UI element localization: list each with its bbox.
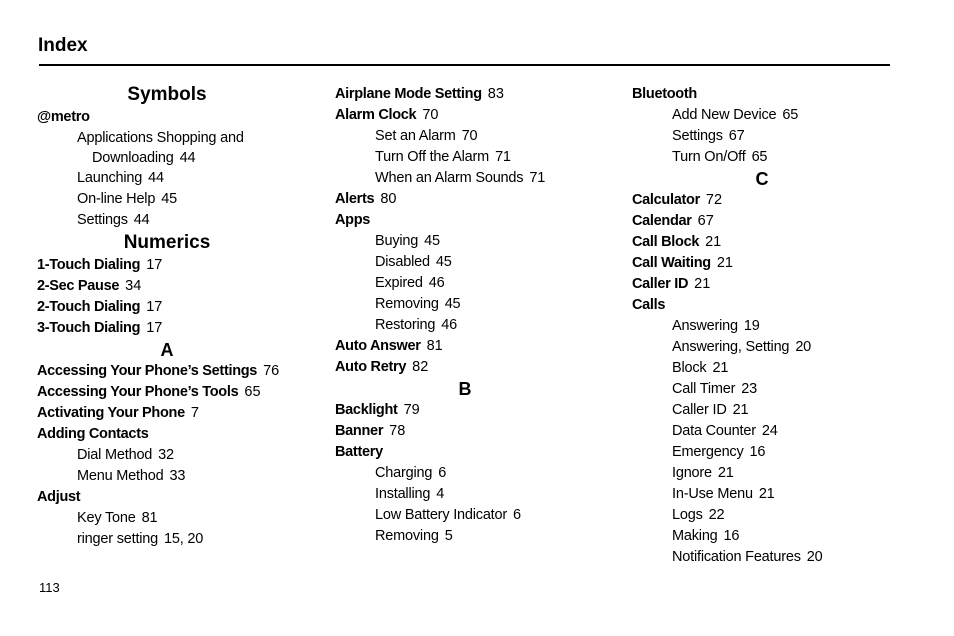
entry-term: Adjust: [37, 489, 81, 505]
entry-term: Alarm Clock: [335, 107, 417, 123]
index-entry-calendar: [632, 211, 922, 232]
page-ref: 20: [795, 339, 812, 355]
index-subentry-turn-on-off: [632, 147, 922, 168]
title-rule: [39, 64, 890, 66]
index-entry-2-sec-pause: [37, 276, 327, 297]
page-ref: 17: [146, 320, 163, 336]
index-subentry-installing: [335, 484, 625, 505]
entry-term: Low Battery Indicator: [375, 507, 508, 523]
index-subentry-making: [632, 526, 922, 547]
page-ref: 7: [190, 405, 199, 421]
page-ref: 6: [438, 465, 447, 481]
page-ref: 78: [389, 423, 406, 439]
index-entry-1-touch-dialing: [37, 255, 327, 276]
entry-term: Call Block: [632, 234, 700, 250]
index-subentry-block: [632, 358, 922, 379]
entry-term-continued: Downloading: [92, 150, 174, 166]
index-subentry-charging: [335, 463, 625, 484]
entry-term: Data Counter: [672, 423, 756, 439]
page-ref: 24: [761, 423, 778, 439]
section-header-b: B: [458, 379, 472, 399]
page-ref: 71: [495, 149, 511, 165]
entry-term: Auto Answer: [335, 338, 421, 354]
entry-term: Banner: [335, 423, 384, 439]
entry-term: Turn On/Off: [672, 149, 746, 165]
entry-term: Calls: [632, 297, 666, 313]
entry-term: When an Alarm Sounds: [375, 170, 524, 186]
index-subentry-notification-features: [632, 547, 922, 568]
entry-term: Backlight: [335, 402, 398, 418]
index-entry-calls: [632, 295, 922, 316]
index-column-1: [37, 84, 327, 550]
entry-term: Making: [672, 528, 718, 544]
entry-term: Restoring: [375, 317, 436, 333]
index-entry-bluetooth: [632, 84, 922, 105]
section-header-c: C: [755, 169, 769, 189]
index-entry-battery: [335, 442, 625, 463]
section-header-a: A: [160, 340, 174, 360]
index-entry-caller-id: [632, 274, 922, 295]
entry-term: Airplane Mode Setting: [335, 86, 482, 102]
entry-term: Applications Shopping and: [77, 130, 244, 146]
entry-term: Launching: [77, 170, 143, 186]
index-subentry-call-timer: [632, 379, 922, 400]
page-ref: 23: [741, 381, 757, 397]
page-ref: 20: [806, 549, 823, 565]
entry-term: Caller ID: [672, 402, 727, 418]
entry-term: Answering: [672, 318, 738, 334]
entry-term: On-line Help: [77, 191, 156, 207]
entry-term: Emergency: [672, 444, 744, 460]
page-ref: 83: [487, 86, 504, 102]
page-ref: 5: [444, 528, 453, 544]
index-subentry-low-battery: [335, 505, 625, 526]
page-ref: 67: [728, 128, 745, 144]
index-entry-calculator: [632, 190, 922, 211]
page-ref: 81: [141, 510, 158, 526]
page-ref: 4: [436, 486, 445, 502]
entry-term: Add New Device: [672, 107, 777, 123]
index-entry-activating-phone: [37, 403, 327, 424]
page-ref: 80: [380, 191, 397, 207]
page-ref: 6: [513, 507, 521, 523]
index-subentry-answering: [632, 316, 922, 337]
entry-term: Calculator: [632, 192, 700, 208]
entry-term: 3-Touch Dialing: [37, 320, 141, 336]
entry-term: @metro: [37, 109, 90, 125]
index-entry-2-touch-dialing: [37, 297, 327, 318]
index-subentry-applications-shopping: [37, 128, 327, 168]
index-subentry-ringer-setting: [37, 529, 327, 550]
entry-term: ringer setting: [77, 531, 159, 547]
index-subentry-key-tone: [37, 508, 327, 529]
index-subentry-add-new-device: [632, 105, 922, 126]
entry-term: Answering, Setting: [672, 339, 790, 355]
page-ref: 76: [263, 363, 280, 379]
page-ref: 72: [705, 192, 723, 208]
entry-term: 1-Touch Dialing: [37, 257, 141, 273]
index-subentry-launching: [37, 168, 327, 189]
page-ref: 46: [441, 317, 457, 333]
page-ref: 44: [148, 170, 164, 186]
page-ref: 65: [782, 107, 799, 123]
index-subentry-buying: [335, 231, 625, 252]
index-entry-airplane-mode: [335, 84, 625, 105]
page-ref: 21: [716, 255, 733, 271]
index-subentry-removing-app: [335, 294, 625, 315]
page-ref: 21: [717, 465, 734, 481]
entry-term: Apps: [335, 212, 371, 228]
entry-term: Installing: [375, 486, 431, 502]
index-subentry-answering-setting: [632, 337, 922, 358]
entry-term: Bluetooth: [632, 86, 697, 102]
page-ref: 22: [708, 507, 725, 523]
index-entry-auto-retry: [335, 357, 625, 378]
page-ref: 16: [749, 444, 766, 460]
entry-term: 2-Touch Dialing: [37, 299, 141, 315]
page-ref: 44: [133, 212, 150, 228]
page-ref: 46: [428, 275, 445, 291]
page-ref: 17: [146, 257, 163, 273]
page-ref: 21: [705, 234, 722, 250]
index-entry-alerts: [335, 189, 625, 210]
index-entry-metro: [37, 107, 327, 128]
entry-term: Turn Off the Alarm: [375, 149, 490, 165]
entry-term: Alerts: [335, 191, 375, 207]
entry-term: 2-Sec Pause: [37, 278, 120, 294]
index-subentry-alarm-sounds: [335, 168, 625, 189]
entry-term: Settings: [77, 212, 128, 228]
entry-term: Key Tone: [77, 510, 136, 526]
index-entry-call-waiting: [632, 253, 922, 274]
page-ref: 79: [403, 402, 420, 418]
index-subentry-online-help: [37, 189, 327, 210]
index-entry-accessing-settings: [37, 361, 327, 382]
index-subentry-logs: [632, 505, 922, 526]
page-ref: 21: [712, 360, 729, 376]
entry-term: Expired: [375, 275, 423, 291]
page-ref: 21: [732, 402, 749, 418]
page-ref: 33: [169, 468, 186, 484]
page-ref: 44: [179, 150, 196, 166]
page-ref: 65: [751, 149, 768, 165]
index-subentry-dial-method: [37, 445, 327, 466]
page-ref: 65: [244, 384, 261, 400]
section-header-symbols: Symbols: [127, 84, 207, 105]
index-entry-alarm-clock: [335, 105, 625, 126]
page-ref: 21: [694, 276, 711, 292]
index-subentry-bt-settings: [632, 126, 922, 147]
index-subentry-calls-caller-id: [632, 400, 922, 421]
section-header-numerics: Numerics: [123, 232, 211, 253]
index-entry-backlight: [335, 400, 625, 421]
page-ref: 45: [435, 254, 452, 270]
index-entry-adding-contacts: [37, 424, 327, 445]
page-ref: 21: [758, 486, 775, 502]
index-subentry-menu-method: [37, 466, 327, 487]
index-subentry-in-use-menu: [632, 484, 922, 505]
entry-term: In-Use Menu: [672, 486, 753, 502]
entry-term: Ignore: [672, 465, 712, 481]
page-ref: 67: [697, 213, 714, 229]
index-column-3: [632, 84, 922, 568]
entry-term: Removing: [375, 528, 439, 544]
page-ref: 34: [125, 278, 142, 294]
page-ref: 82: [412, 359, 429, 375]
entry-term: Logs: [672, 507, 703, 523]
index-column-2: [335, 84, 625, 547]
entry-term: Menu Method: [77, 468, 164, 484]
index-subentry-expired: [335, 273, 625, 294]
entry-term: Accessing Your Phone’s Settings: [37, 363, 258, 379]
entry-term: Adding Contacts: [37, 426, 149, 442]
entry-term: Settings: [672, 128, 723, 144]
entry-term: Block: [672, 360, 707, 376]
entry-term: Accessing Your Phone’s Tools: [37, 384, 239, 400]
index-subentry-turn-off-alarm: [335, 147, 625, 168]
entry-term: Call Timer: [672, 381, 736, 397]
index-subentry-ignore: [632, 463, 922, 484]
entry-term: Battery: [335, 444, 383, 460]
index-entry-auto-answer: [335, 336, 625, 357]
page-title: Index: [38, 35, 88, 56]
index-entry-call-block: [632, 232, 922, 253]
page-ref: 15, 20: [164, 531, 204, 547]
entry-term: Notification Features: [672, 549, 801, 565]
entry-term: Disabled: [375, 254, 430, 270]
entry-term: Buying: [375, 233, 419, 249]
entry-term: Caller ID: [632, 276, 689, 292]
entry-term: Auto Retry: [335, 359, 407, 375]
entry-term: Charging: [375, 465, 433, 481]
index-subentry-emergency: [632, 442, 922, 463]
entry-term: Call Waiting: [632, 255, 711, 271]
page-number: 113: [39, 580, 60, 595]
entry-term: Dial Method: [77, 447, 153, 463]
page-ref: 70: [461, 128, 478, 144]
page-ref: 32: [158, 447, 174, 463]
index-subentry-settings: [37, 210, 327, 231]
page-ref: 45: [424, 233, 440, 249]
index-entry-banner: [335, 421, 625, 442]
page-ref: 45: [444, 296, 461, 312]
page-ref: 19: [743, 318, 760, 334]
page-ref: 70: [422, 107, 439, 123]
index-subentry-disabled: [335, 252, 625, 273]
index-subentry-set-alarm: [335, 126, 625, 147]
index-subentry-removing-battery: [335, 526, 625, 547]
index-entry-accessing-tools: [37, 382, 327, 403]
index-subentry-restoring: [335, 315, 625, 336]
index-entry-3-touch-dialing: [37, 318, 327, 339]
entry-term: Activating Your Phone: [37, 405, 185, 421]
entry-term: Set an Alarm: [375, 128, 456, 144]
page-ref: 71: [529, 170, 546, 186]
page-ref: 45: [161, 191, 177, 207]
page-ref: 16: [723, 528, 740, 544]
index-entry-apps: [335, 210, 625, 231]
entry-term: Removing: [375, 296, 439, 312]
page-ref: 17: [146, 299, 163, 315]
page-ref: 81: [426, 338, 443, 354]
index-subentry-data-counter: [632, 421, 922, 442]
entry-term: Calendar: [632, 213, 692, 229]
index-entry-adjust: [37, 487, 327, 508]
